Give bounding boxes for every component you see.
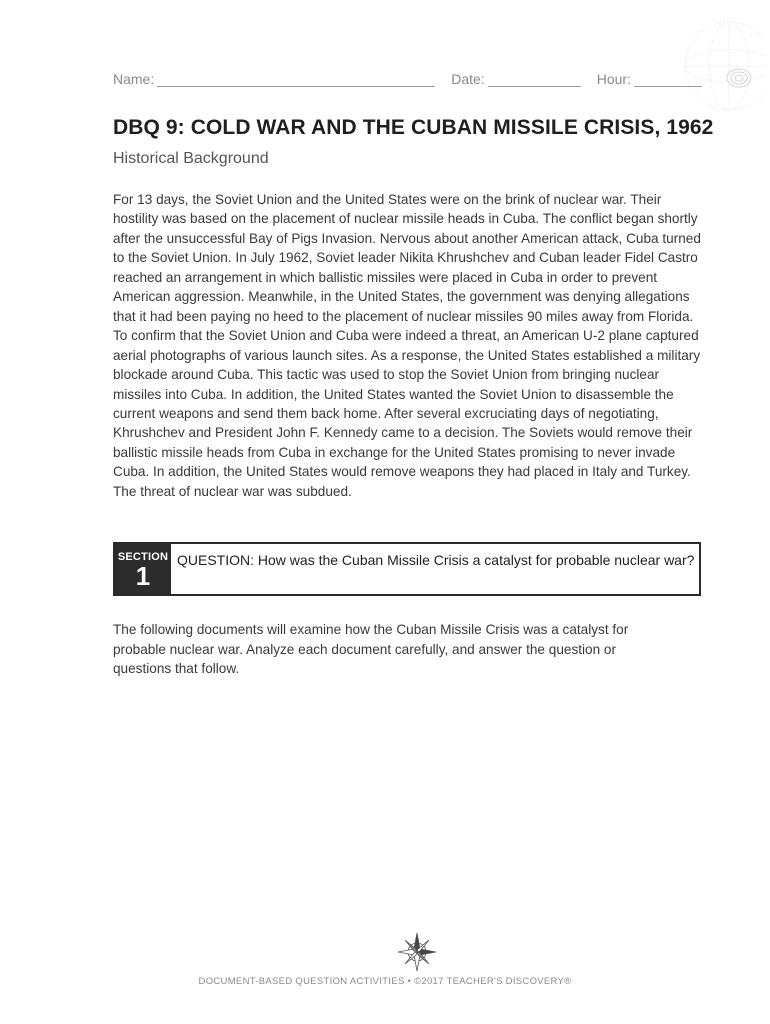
- instructions-paragraph: The following documents will examine how the Cuban Missile Crisis was a catalyst for probable nuclear war. Analyze each document carefully, and answer the question or questions that follow.: [113, 622, 629, 676]
- section-tab: [115, 544, 171, 594]
- section-question-text: QUESTION: How was the Cuban Missile Crisis a catalyst for probable nuclear war?: [177, 552, 695, 568]
- date-label: Date:: [451, 71, 485, 87]
- section-number: 1: [135, 561, 151, 591]
- historical-background-paragraph: For 13 days, the Soviet Union and the United States were on the brink of nuclear war. Their hostility was based on the placement of nuclear missile heads in Cuba. The conflict began shortly after the unsuccessful Bay of Pigs Invasion. Nervous about another American attack, Cuba turned to the Soviet Union. In July 1962, Soviet leader Nikita Khrushchev and Cuban leader Fidel Castro reached an arrangement in which ballistic missiles were placed in Cuba in order to prevent American aggression. Meanwhile, in the United States, the government was denying allegations that it had been paying no heed to the placement of nuclear missiles 90 miles away from Florida. To confirm that the Soviet Union and Cuba were indeed a threat, an American U-2 plane captured aerial photographs of various launch sites. As a response, the United States established a military blockade around Cuba. This tactic was used to stop the Soviet Union from bringing nuclear missiles into Cuba. In addition, the United States wanted the Soviet Union to disassemble the current weapons and send them back home. After several excruciating days of negotiating, Khrushchev and President John F. Kennedy came to a decision. The Soviets would remove their ballistic missile heads from Cuba in exchange for the United States promising to never invade Cuba. In addition, the United States would remove weapons they had placed in Italy and Turkey. The threat of nuclear war was subdued.: [113, 192, 701, 499]
- page-subtitle: Historical Background: [113, 150, 269, 167]
- date-field-line[interactable]: [488, 72, 581, 87]
- section-question-box: [113, 542, 701, 596]
- page-title: DBQ 9: COLD WAR AND THE CUBAN MISSILE CRISIS, 1962: [113, 116, 714, 139]
- section-word: SECTION: [117, 551, 169, 563]
- page-footer: DOCUMENT-BASED QUESTION ACTIVITIES • ©2017 TEACHER'S DISCOVERY®: [198, 976, 572, 987]
- student-info-line: [113, 71, 703, 87]
- hour-label: Hour:: [596, 71, 631, 87]
- compass-rose-icon: [397, 932, 437, 972]
- name-label: Name:: [113, 71, 155, 87]
- hour-field-line[interactable]: [634, 72, 702, 87]
- globe-icon: [634, 6, 764, 116]
- name-field-line[interactable]: [157, 72, 435, 87]
